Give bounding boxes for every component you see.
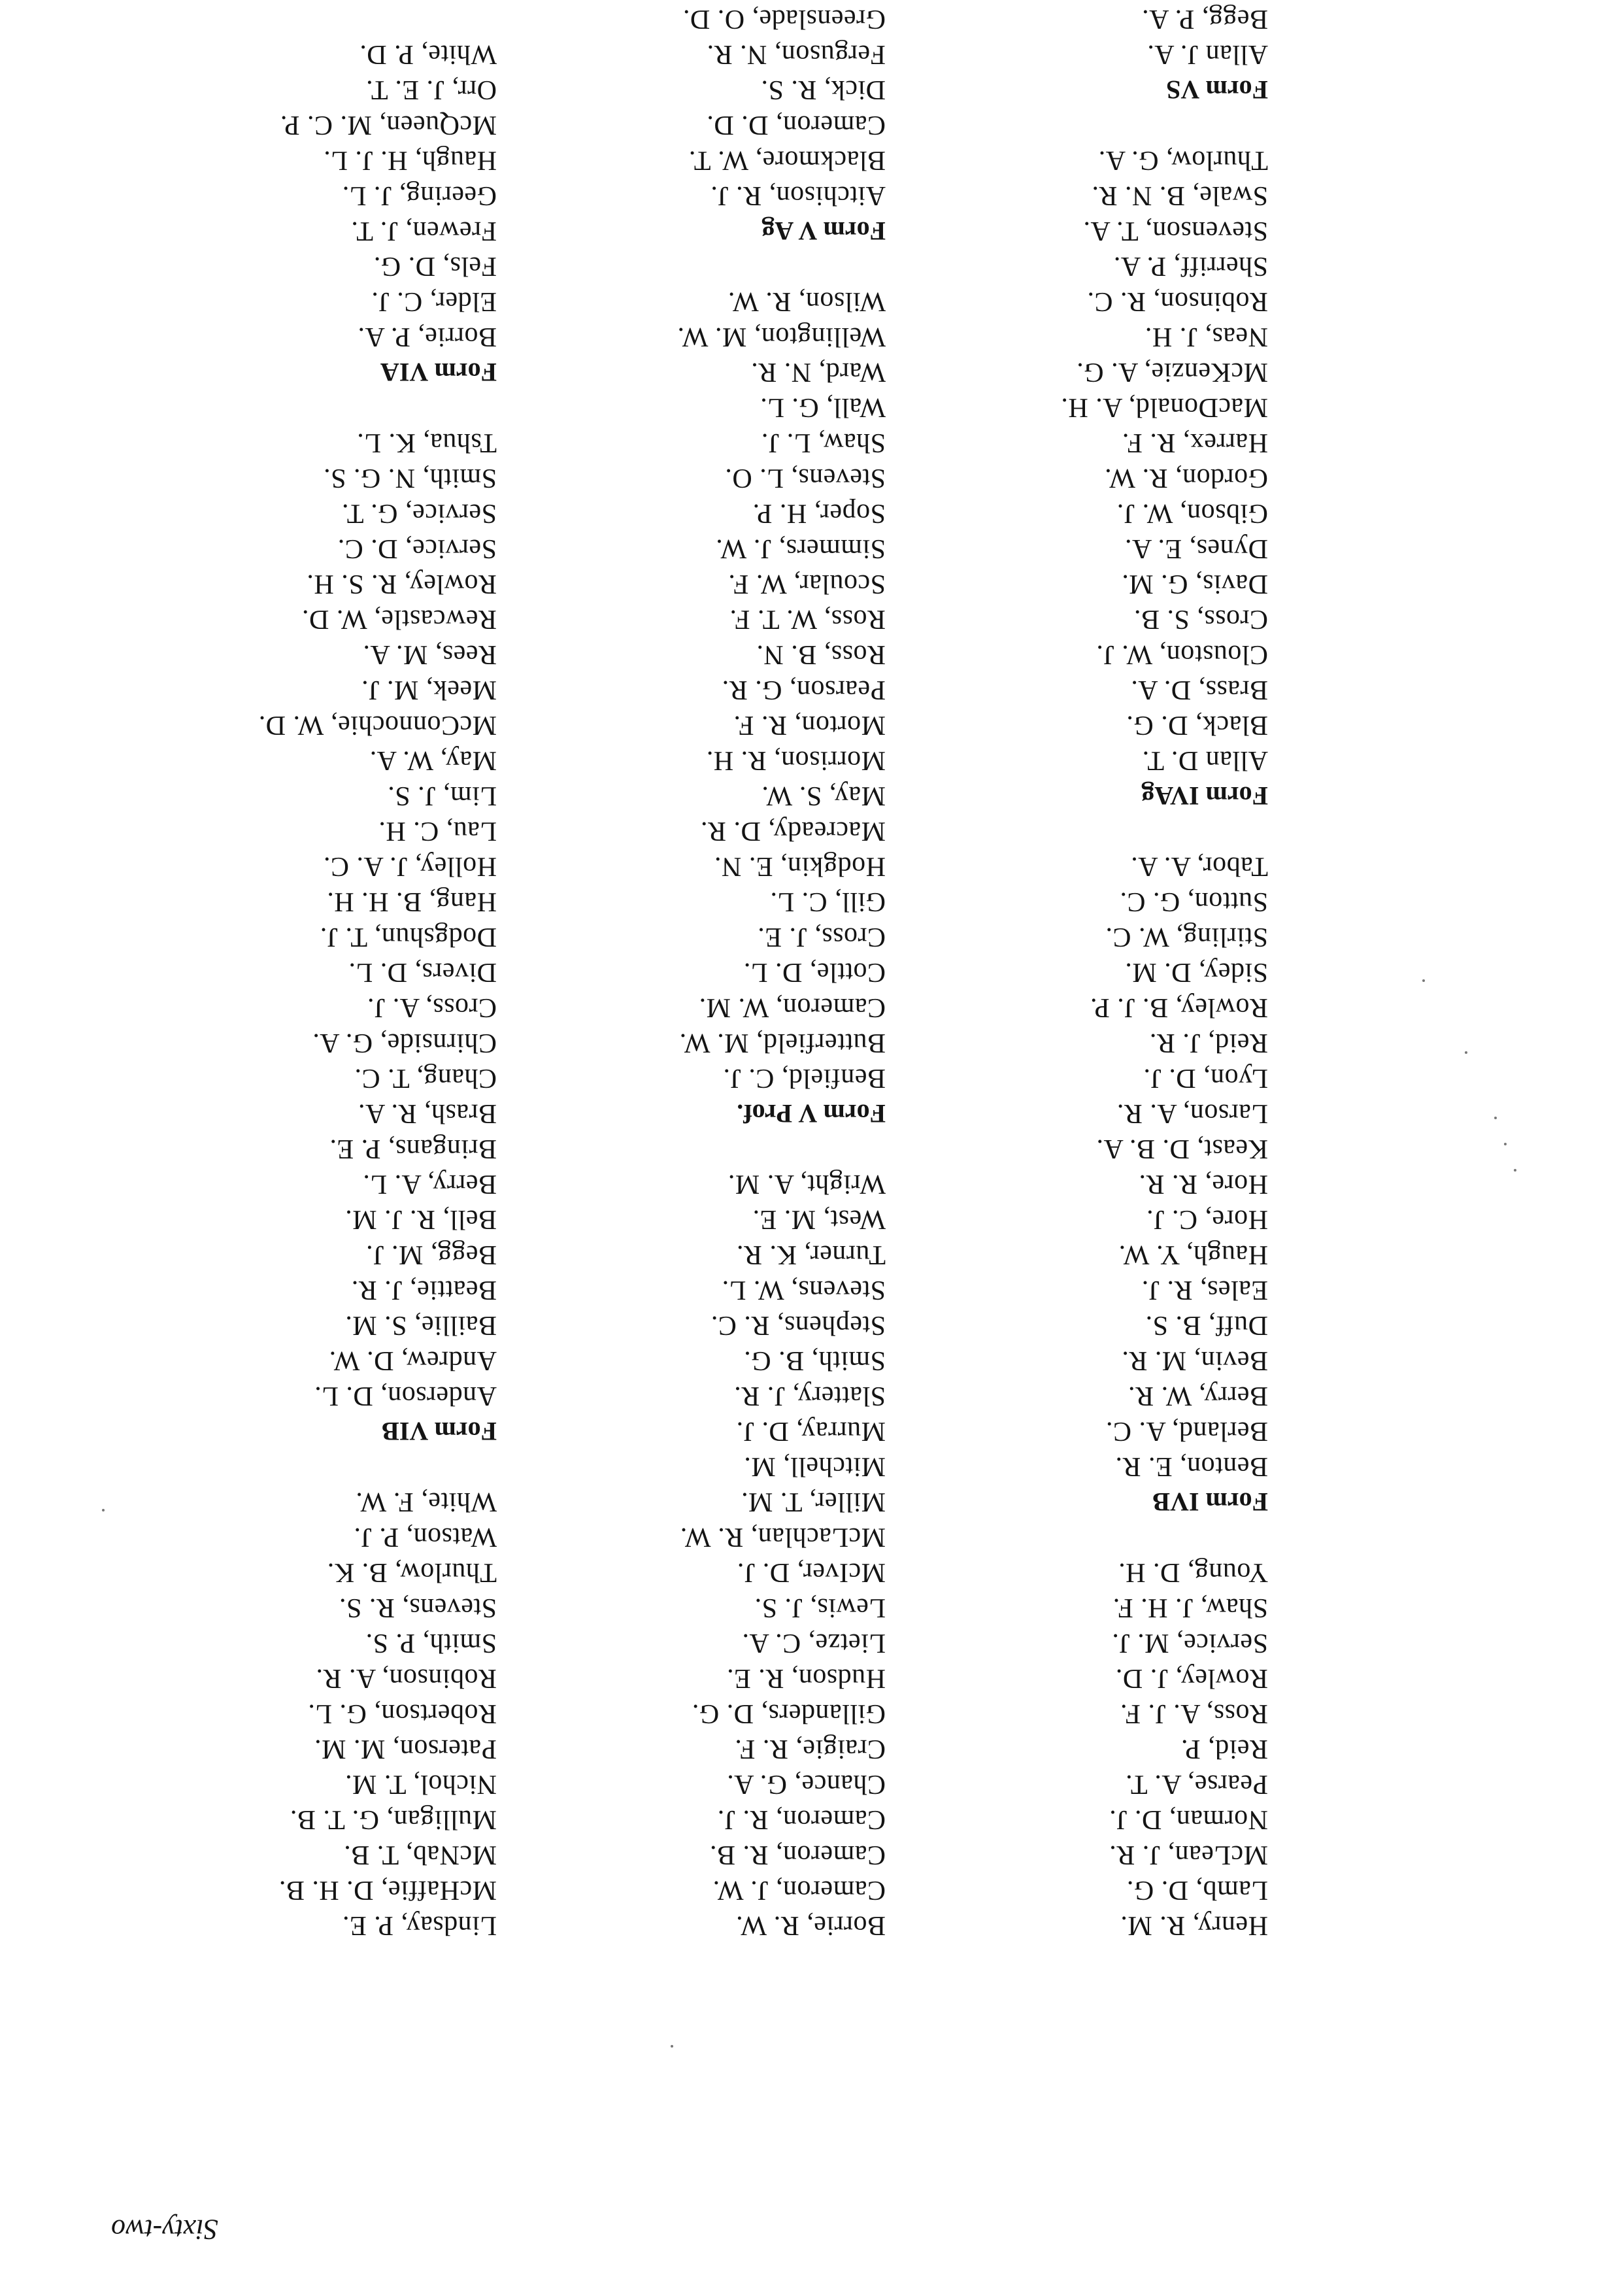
student-name: Anderson, D. L. xyxy=(314,1381,497,1411)
student-name: Keast, D. B. A. xyxy=(1096,1134,1268,1164)
student-name: Holley, J. A. C. xyxy=(323,851,497,881)
student-name: McLachlan, R. W. xyxy=(680,1522,886,1552)
student-name: Meek, M. J. xyxy=(361,675,497,705)
student-name: McQueen, M. C. P. xyxy=(280,110,497,140)
student-name: McHaffie, D. H. B. xyxy=(278,1875,497,1905)
student-name: Greenslade, O. D. xyxy=(682,4,886,34)
student-name: Elder, C. J. xyxy=(371,286,497,316)
student-name: Swale, B. N. R. xyxy=(1092,180,1268,211)
section-gap xyxy=(26,1449,497,1484)
student-name: Borrie, P. A. xyxy=(357,322,497,352)
student-name: White, F. W. xyxy=(355,1487,497,1517)
student-name: Stevens, R. S. xyxy=(339,1593,497,1623)
student-name: Haugh, H. J. L. xyxy=(323,145,497,175)
student-name: Lamb, D. G. xyxy=(1126,1875,1268,1905)
student-name: Cross, S. B. xyxy=(1133,604,1268,634)
student-name: Neas, J. H. xyxy=(1145,322,1268,352)
student-name: MacDonald, A. H. xyxy=(1060,392,1268,422)
student-name: Davis, G. M. xyxy=(1121,569,1268,599)
student-name: Begg, P. A. xyxy=(1141,4,1268,34)
student-name: Dick, R. S. xyxy=(760,75,886,105)
form-heading: Form VS xyxy=(1166,75,1268,105)
form-section xyxy=(26,425,497,1449)
student-name: Rees, M. A. xyxy=(363,639,497,669)
student-name: McConnochie, W. D. xyxy=(258,710,497,740)
student-name: Butterfield, M. W. xyxy=(679,1028,886,1058)
form-heading: Form VIA xyxy=(380,358,497,387)
student-name: May, S. W. xyxy=(761,781,886,811)
student-name: McKenzie, A. G. xyxy=(1076,357,1268,387)
student-name: Watson, P. J. xyxy=(354,1522,497,1552)
student-name: Tabor, A. A. xyxy=(1130,851,1268,881)
student-name: Cross, J. E. xyxy=(757,922,886,952)
student-name: Slattery, J. R. xyxy=(733,1381,886,1411)
student-name: White, P. D. xyxy=(359,39,497,69)
student-name: Stephens, R. C. xyxy=(710,1310,886,1340)
student-name: Ross, W. T. F. xyxy=(729,604,886,634)
student-name: Morton, R. F. xyxy=(733,710,886,740)
student-name: Berry, W. R. xyxy=(1128,1381,1268,1411)
student-name: Hang, B. H. H. xyxy=(326,886,497,917)
student-name: Benton, E. R. xyxy=(1115,1451,1268,1481)
scan-speck xyxy=(1514,1169,1516,1172)
student-name: Begg, M. J. xyxy=(365,1240,497,1270)
student-name: Paterson, M. M. xyxy=(314,1734,497,1764)
student-name: Duff, B. S. xyxy=(1145,1310,1268,1340)
student-name: Mulligan, G. T. B. xyxy=(290,1804,497,1834)
form-heading: Form V Ag xyxy=(761,216,886,246)
student-name: Gillanders, D. G. xyxy=(692,1698,886,1729)
student-name: Berry, A. L. xyxy=(362,1169,497,1199)
student-name: Miller, T. M. xyxy=(741,1487,886,1517)
form-heading: Form IVB xyxy=(1152,1487,1268,1517)
student-name: Shaw, L. J. xyxy=(761,428,886,458)
form-section xyxy=(26,1484,497,1943)
student-name: West, M. E. xyxy=(752,1204,886,1234)
student-name: Shaw, J. H. F. xyxy=(1112,1593,1268,1623)
student-name: Blackmore, W. T. xyxy=(688,145,886,175)
student-name: Benfield, C. J. xyxy=(723,1063,886,1093)
student-name: Haugh, Y. W. xyxy=(1118,1240,1268,1270)
student-name: Hore, C. J. xyxy=(1146,1204,1268,1234)
student-name: Bevin, M. R. xyxy=(1121,1345,1268,1376)
student-name: Chang, T. C. xyxy=(354,1063,497,1093)
student-name: Gibson, W. J. xyxy=(1116,498,1268,528)
student-name: Cameron, D. D. xyxy=(706,110,886,140)
student-name: Smith, P. S. xyxy=(365,1628,497,1658)
student-name: Ross, B. N. xyxy=(756,639,886,669)
scan-speck xyxy=(1465,1051,1467,1054)
student-name: Rowley, R. S. H. xyxy=(306,569,497,599)
student-name: Cameron, J. W. xyxy=(712,1875,886,1905)
student-name: Clouston, W. J. xyxy=(1095,639,1268,669)
student-name: Pearse, A. T. xyxy=(1125,1769,1268,1799)
student-name: May, W. A. xyxy=(369,745,497,775)
student-name: Lim, J. S. xyxy=(387,781,497,811)
student-name: Wall, G. L. xyxy=(760,392,886,422)
student-name: Cameron, W. M. xyxy=(699,992,886,1022)
student-name: Brass, D. A. xyxy=(1130,675,1268,705)
student-name: Sutton, G. C. xyxy=(1119,886,1268,917)
student-name: Black, D. G. xyxy=(1126,710,1268,740)
student-name: Robinson, R. C. xyxy=(1086,286,1268,316)
student-name: Divers, D. L. xyxy=(348,957,497,987)
student-name: Service, M. J. xyxy=(1111,1628,1268,1658)
student-name: Frewen, J. T. xyxy=(350,216,497,246)
student-name: Lyon, D. J. xyxy=(1143,1063,1268,1093)
student-name: Allan D. T. xyxy=(1142,745,1268,775)
student-name: Lindsay, P. E. xyxy=(342,1910,497,1940)
student-name: Dodgshun, T. J. xyxy=(320,922,497,952)
form-heading: Form V Prof. xyxy=(737,1099,886,1128)
student-name: Ward, N. R. xyxy=(750,357,886,387)
student-name: Sidey, D. M. xyxy=(1124,957,1268,987)
student-name: Thurlow, G. A. xyxy=(1098,145,1268,175)
student-name: Tshua, K. L. xyxy=(356,428,497,458)
student-name: Rowley, B. J. P. xyxy=(1090,992,1268,1022)
student-name: Norman, D. J. xyxy=(1109,1804,1268,1834)
student-name: Hodgkin, E. N. xyxy=(714,851,886,881)
student-name: Allan J. A. xyxy=(1146,39,1268,69)
student-name: McLean, J. R. xyxy=(1109,1840,1268,1870)
student-name: Hudson, R. E. xyxy=(726,1663,886,1693)
student-name: Robertson, G. L. xyxy=(307,1698,497,1729)
student-name: Baillie, S. M. xyxy=(344,1310,497,1340)
student-name: Nichol, T. M. xyxy=(344,1769,497,1799)
student-name: Lietze, C. A. xyxy=(742,1628,886,1658)
student-name: Pearson, G. R. xyxy=(722,675,886,705)
student-name: Cross, A. J. xyxy=(367,992,497,1022)
student-name: Chance, G. A. xyxy=(726,1769,886,1799)
form-heading: Form VIB xyxy=(382,1417,497,1446)
student-name: Lau, C. H. xyxy=(378,816,497,846)
name-column-3 xyxy=(26,37,497,1943)
student-name: Chirnside, G. A. xyxy=(312,1028,497,1058)
student-name: Ross, A. J. F. xyxy=(1120,1698,1268,1729)
student-name: Beattie, J. R. xyxy=(351,1275,497,1305)
section-gap xyxy=(26,390,497,425)
student-name: Wilson, R. W. xyxy=(727,286,886,316)
student-name: Ferguson, N. R. xyxy=(707,39,886,69)
student-name: Craigie, R. F. xyxy=(734,1734,886,1764)
student-name: Orr, J. E. T. xyxy=(365,75,497,105)
scan-speck xyxy=(1504,1143,1507,1145)
student-name: Eales, R. J. xyxy=(1141,1275,1268,1305)
student-name: Borrie, R. W. xyxy=(735,1910,886,1940)
student-name: Hore, R. R. xyxy=(1139,1169,1268,1199)
student-name: Aitchison, R. J. xyxy=(710,180,886,211)
student-name: Harrex, R. F. xyxy=(1122,428,1268,458)
student-name: Scoular, W. F. xyxy=(727,569,886,599)
student-name: Berland, A. C. xyxy=(1105,1416,1268,1446)
scan-speck xyxy=(102,1509,105,1511)
scan-speck xyxy=(1494,1117,1497,1119)
student-name: Reid, J. R. xyxy=(1149,1028,1268,1058)
student-name: Soper, H. P. xyxy=(752,498,886,528)
student-name: Geering, J. L. xyxy=(342,180,497,211)
student-name: Morrison, R. H. xyxy=(706,745,886,775)
student-name: Gill, C. L. xyxy=(769,886,886,917)
form-section xyxy=(26,37,497,390)
page-number: Sixty-two xyxy=(111,2214,218,2246)
student-name: Smith, B. G. xyxy=(743,1345,886,1376)
scan-speck xyxy=(1422,979,1425,982)
student-name: Stevenson, T. A. xyxy=(1083,216,1268,246)
student-name: Macready, D. R. xyxy=(700,816,886,846)
student-name: Lewis, J. S. xyxy=(754,1593,886,1623)
student-name: Smith, N. G. S. xyxy=(323,463,497,493)
student-name: Young, D. H. xyxy=(1118,1557,1268,1587)
student-name: Bringans, P. E. xyxy=(329,1134,497,1164)
student-name: Dynes, E. A. xyxy=(1124,533,1268,564)
student-name: Turner, K. R. xyxy=(736,1240,886,1270)
student-name: Murray, D. J. xyxy=(736,1416,886,1446)
student-name: McNab, T. B. xyxy=(343,1840,497,1870)
student-name: Fels, D. G. xyxy=(373,251,497,281)
student-name: Service, G. T. xyxy=(341,498,497,528)
student-name: Larson, A. R. xyxy=(1116,1098,1268,1128)
student-name: Mitchell, M. xyxy=(743,1451,886,1481)
student-name: Sherriff, P. A. xyxy=(1113,251,1268,281)
student-name: Cameron, R. J. xyxy=(717,1804,886,1834)
form-heading: Form IVAg xyxy=(1141,781,1268,811)
student-name: Stirling, W. C. xyxy=(1105,922,1268,952)
scan-speck xyxy=(671,2045,673,2048)
student-name: Brash, R. A. xyxy=(358,1098,497,1128)
student-name: Service, D. C. xyxy=(337,533,497,564)
student-name: Henry, R. M. xyxy=(1120,1910,1268,1940)
student-name: Cameron, R. B. xyxy=(709,1840,886,1870)
student-name: Cottle, D. L. xyxy=(743,957,886,987)
student-name: Stevens, L. O. xyxy=(724,463,886,493)
student-name: McIver, D. J. xyxy=(737,1557,886,1587)
student-name: Rowley, J. D. xyxy=(1115,1663,1268,1693)
student-name: Reid, P. xyxy=(1180,1734,1268,1764)
student-name: Rewcastle, W. D. xyxy=(301,604,497,634)
student-name: Stevens, W. L. xyxy=(722,1275,886,1305)
student-name: Thurlow, B. K. xyxy=(327,1557,497,1587)
student-name: Bell, R. J. M. xyxy=(344,1204,497,1234)
student-name: Wright, A. M. xyxy=(727,1169,886,1199)
student-name: Robinson, A. R. xyxy=(315,1663,497,1693)
student-name: Andrew, D. W. xyxy=(329,1345,497,1376)
student-name: Gordon, R. W. xyxy=(1104,463,1268,493)
student-name: Wellington, M. W. xyxy=(677,322,886,352)
student-name: Simmers, J. W. xyxy=(715,533,886,564)
